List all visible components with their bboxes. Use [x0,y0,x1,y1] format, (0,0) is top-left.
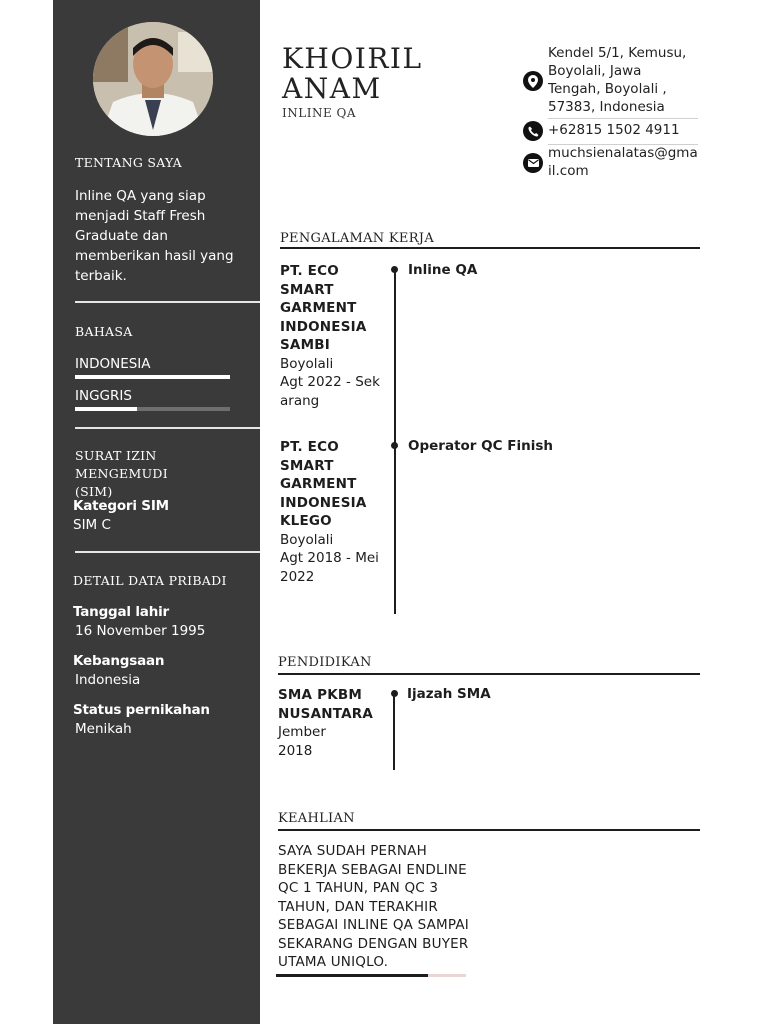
license-heading: SURAT IZIN MENGEMUDI (SIM) [75,448,168,499]
organization-name: PT. ECO SMART GARMENT INDONESIA KLEGO [280,439,367,529]
personal-value: 16 November 1995 [75,623,206,639]
divider [75,551,260,553]
phone-icon [523,121,543,141]
name-line: ANAM [282,72,382,105]
languages-heading: BAHASA [75,324,133,339]
position-title: Operator QC Finish [408,438,553,454]
period: 2018 [278,742,313,759]
language-name: INDONESIA [75,356,151,372]
personal-label: Status pernikahan [73,702,210,718]
divider [75,301,260,303]
full-name [282,44,423,104]
section-rule [278,673,700,675]
organization-location: Boyolali [280,531,334,548]
school-location: Jember [278,724,326,740]
position-title: Inline QA [408,262,478,278]
period: Agt 2018 - Mei 2022 [280,550,379,585]
school-name: SMA PKBM NUSANTARA [278,687,373,722]
organization-location: Boyolali [280,355,334,372]
skills-text: SAYA SUDAH PERNAH BEKERJA SEBAGAI ENDLINE QC 1 TAHUN, PAN QC 3 TAHUN, DAN TERAKHIR SEBAGAI INLINE QA SAMPAI SEKARANG DENGAN BUYER UTAMA UNIQLO. [278,843,469,970]
language-name: INGGRIS [75,388,132,404]
section-rule [280,247,700,249]
divider [548,118,698,119]
personal-value: Menikah [75,721,132,737]
license-label: Kategori SIM [73,498,169,514]
skill-level-bar [276,974,466,977]
language-level-bar [75,375,230,379]
personal-value: Indonesia [75,672,141,688]
section-rule [278,829,700,831]
personal-heading: DETAIL DATA PRIBADI [73,573,227,588]
about-text: Inline QA yang siap menjadi Staff Fresh Graduate dan memberikan hasil yang terbaik. [75,188,234,284]
experience-org [280,262,380,410]
experience-org [280,438,380,586]
timeline-line [394,268,396,614]
phone-text: +62815 1502 4911 [548,122,680,138]
divider [75,427,260,429]
experience-heading: PENGALAMAN KERJA [280,231,435,246]
sidebar [53,0,260,1024]
license-value: SIM C [73,517,111,533]
email-icon [523,153,543,173]
education-org [278,686,378,760]
job-title: INLINE QA [282,106,357,120]
organization-name: PT. ECO SMART GARMENT INDONESIA SAMBI [280,263,367,353]
email-text: muchsienalatas@gmail.com [548,145,698,179]
location-pin-icon [523,71,543,91]
about-heading: TENTANG SAYA [75,155,182,170]
name-line: KHOIRIL [282,42,423,75]
language-level-bar [75,407,230,411]
personal-label: Kebangsaan [73,653,165,669]
personal-label: Tanggal lahir [73,604,169,620]
skills-heading: KEAHLIAN [278,811,355,826]
timeline-line [393,692,395,770]
period: Agt 2022 - Sekarang [280,374,380,409]
education-heading: PENDIDIKAN [278,655,372,670]
degree-title: Ijazah SMA [407,686,491,702]
address-text: Kendel 5/1, Kemusu, Boyolali, Jawa Tengah, Boyolali , 57383, Indonesia [548,45,687,115]
profile-photo [93,22,213,136]
